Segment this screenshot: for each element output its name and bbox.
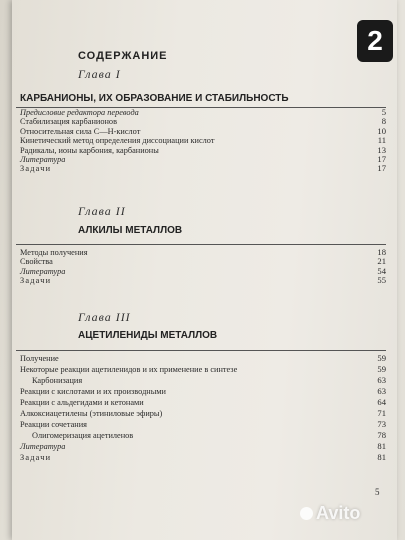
toc-entry-page: 5 <box>381 107 386 117</box>
toc-entry-title: Литература <box>20 442 66 451</box>
toc-entry-page: 78 <box>377 430 386 440</box>
chapter-3-label: Глава III <box>78 310 131 324</box>
toc-entry-title: Относительная сила С—Н-кислот <box>20 126 141 136</box>
toc-entry[interactable] <box>20 441 386 452</box>
toc-entry-page: 18 <box>377 247 386 257</box>
toc-entry[interactable] <box>20 136 386 145</box>
toc-entry-page: 54 <box>377 265 386 276</box>
toc-entry[interactable] <box>20 408 386 419</box>
toc-entry-page: 10 <box>377 125 386 136</box>
toc-entry[interactable] <box>20 108 386 117</box>
toc-entry-page: 81 <box>377 452 386 462</box>
chapter-2-title: АЛКИЛЫ МЕТАЛЛОВ <box>78 225 183 236</box>
toc-entry-title: Реакции с кислотами и их производными <box>20 387 166 396</box>
toc-entry-title: Стабилизация карбанионов <box>20 117 117 127</box>
toc-entry-page: 59 <box>377 353 386 363</box>
toc-entry-page: 17 <box>377 153 386 164</box>
toc-entry[interactable] <box>20 127 386 136</box>
toc-entry-page: 13 <box>377 144 386 155</box>
toc-entry[interactable] <box>20 397 386 408</box>
toc-entry[interactable] <box>20 117 386 126</box>
toc-entry-title: Некоторые реакции ацетиленидов и их применение в синтезе <box>20 365 238 374</box>
toc-entry[interactable] <box>20 248 386 257</box>
watermark-text: Avito <box>316 503 361 523</box>
chapter-1-label: Глава I <box>78 67 121 81</box>
toc-entry-page: 21 <box>377 256 386 267</box>
chapter-2-entries <box>20 248 386 286</box>
toc-entry[interactable] <box>20 452 386 463</box>
toc-entry-title: Радикалы, ионы карбония, карбанионы <box>20 145 159 155</box>
toc-entry-title: Кинетический метод определения диссоциации кислот <box>20 136 215 146</box>
toc-entry[interactable] <box>20 276 386 285</box>
toc-entry-page: 73 <box>377 419 386 429</box>
avito-watermark <box>300 503 360 524</box>
toc-entry-page: 63 <box>377 375 386 385</box>
toc-entry-title: Литература <box>20 154 66 164</box>
toc-entry-title: Литература <box>20 266 66 276</box>
toc-entry-title: Задачи <box>20 164 52 174</box>
toc-entry[interactable] <box>20 164 386 173</box>
toc-entry-title: Реакции сочетания <box>20 420 87 429</box>
toc-entry-page: 81 <box>377 441 386 451</box>
chapter-2-label: Глава II <box>78 204 126 218</box>
bleed-through-shadow <box>258 197 377 214</box>
toc-entry-title: Получение <box>20 354 59 363</box>
toc-entry-title: Предисловие редактора перевода <box>20 108 139 117</box>
chapter-1-title: КАРБАНИОНЫ, ИХ ОБРАЗОВАНИЕ И СТАБИЛЬНОСТЬ <box>20 93 289 104</box>
toc-entry-title: Реакции с альдегидами и кетонами <box>20 398 144 407</box>
toc-entry-title: Карбонизация <box>32 376 83 385</box>
avito-logo-icon <box>300 507 313 520</box>
toc-entry[interactable] <box>20 267 386 276</box>
chapter-3-title: АЦЕТИЛЕНИДЫ МЕТАЛЛОВ <box>78 330 218 341</box>
toc-entry[interactable] <box>20 353 386 364</box>
toc-entry-title: Свойства <box>20 257 53 267</box>
toc-entry-title: Задачи <box>20 453 52 462</box>
toc-entry[interactable] <box>20 364 386 375</box>
contents-heading: СОДЕРЖАНИЕ <box>78 50 168 62</box>
toc-entry[interactable] <box>20 155 386 164</box>
toc-entry-page: 8 <box>381 116 386 127</box>
toc-entry-title: Олигомеризация ацетиленов <box>32 431 134 440</box>
toc-entry-title: Методы получения <box>20 248 88 257</box>
chapter-1-entries <box>20 108 386 174</box>
toc-entry[interactable] <box>20 419 386 430</box>
toc-entry-title: Задачи <box>20 276 52 286</box>
toc-entry[interactable] <box>20 386 386 397</box>
toc-entry[interactable] <box>20 430 386 441</box>
toc-entry-title: Алкоксиацетилены (этиниловые эфиры) <box>20 409 163 418</box>
chapter-2-rule <box>16 244 386 245</box>
toc-entry-page: 71 <box>377 408 386 418</box>
toc-entry-page: 64 <box>377 397 386 407</box>
chapter-3-entries <box>20 353 386 463</box>
photo-count-badge[interactable]: 2 <box>357 20 393 62</box>
toc-entry-page: 55 <box>377 275 386 286</box>
toc-entry[interactable] <box>20 146 386 155</box>
toc-entry[interactable] <box>20 375 386 386</box>
toc-entry-page: 17 <box>377 163 386 174</box>
page-number: 5 <box>375 487 380 497</box>
toc-entry-page: 11 <box>377 135 386 146</box>
toc-entry-page: 59 <box>377 364 386 374</box>
chapter-3-rule <box>16 350 386 351</box>
toc-entry-page: 63 <box>377 386 386 396</box>
toc-entry[interactable] <box>20 257 386 266</box>
